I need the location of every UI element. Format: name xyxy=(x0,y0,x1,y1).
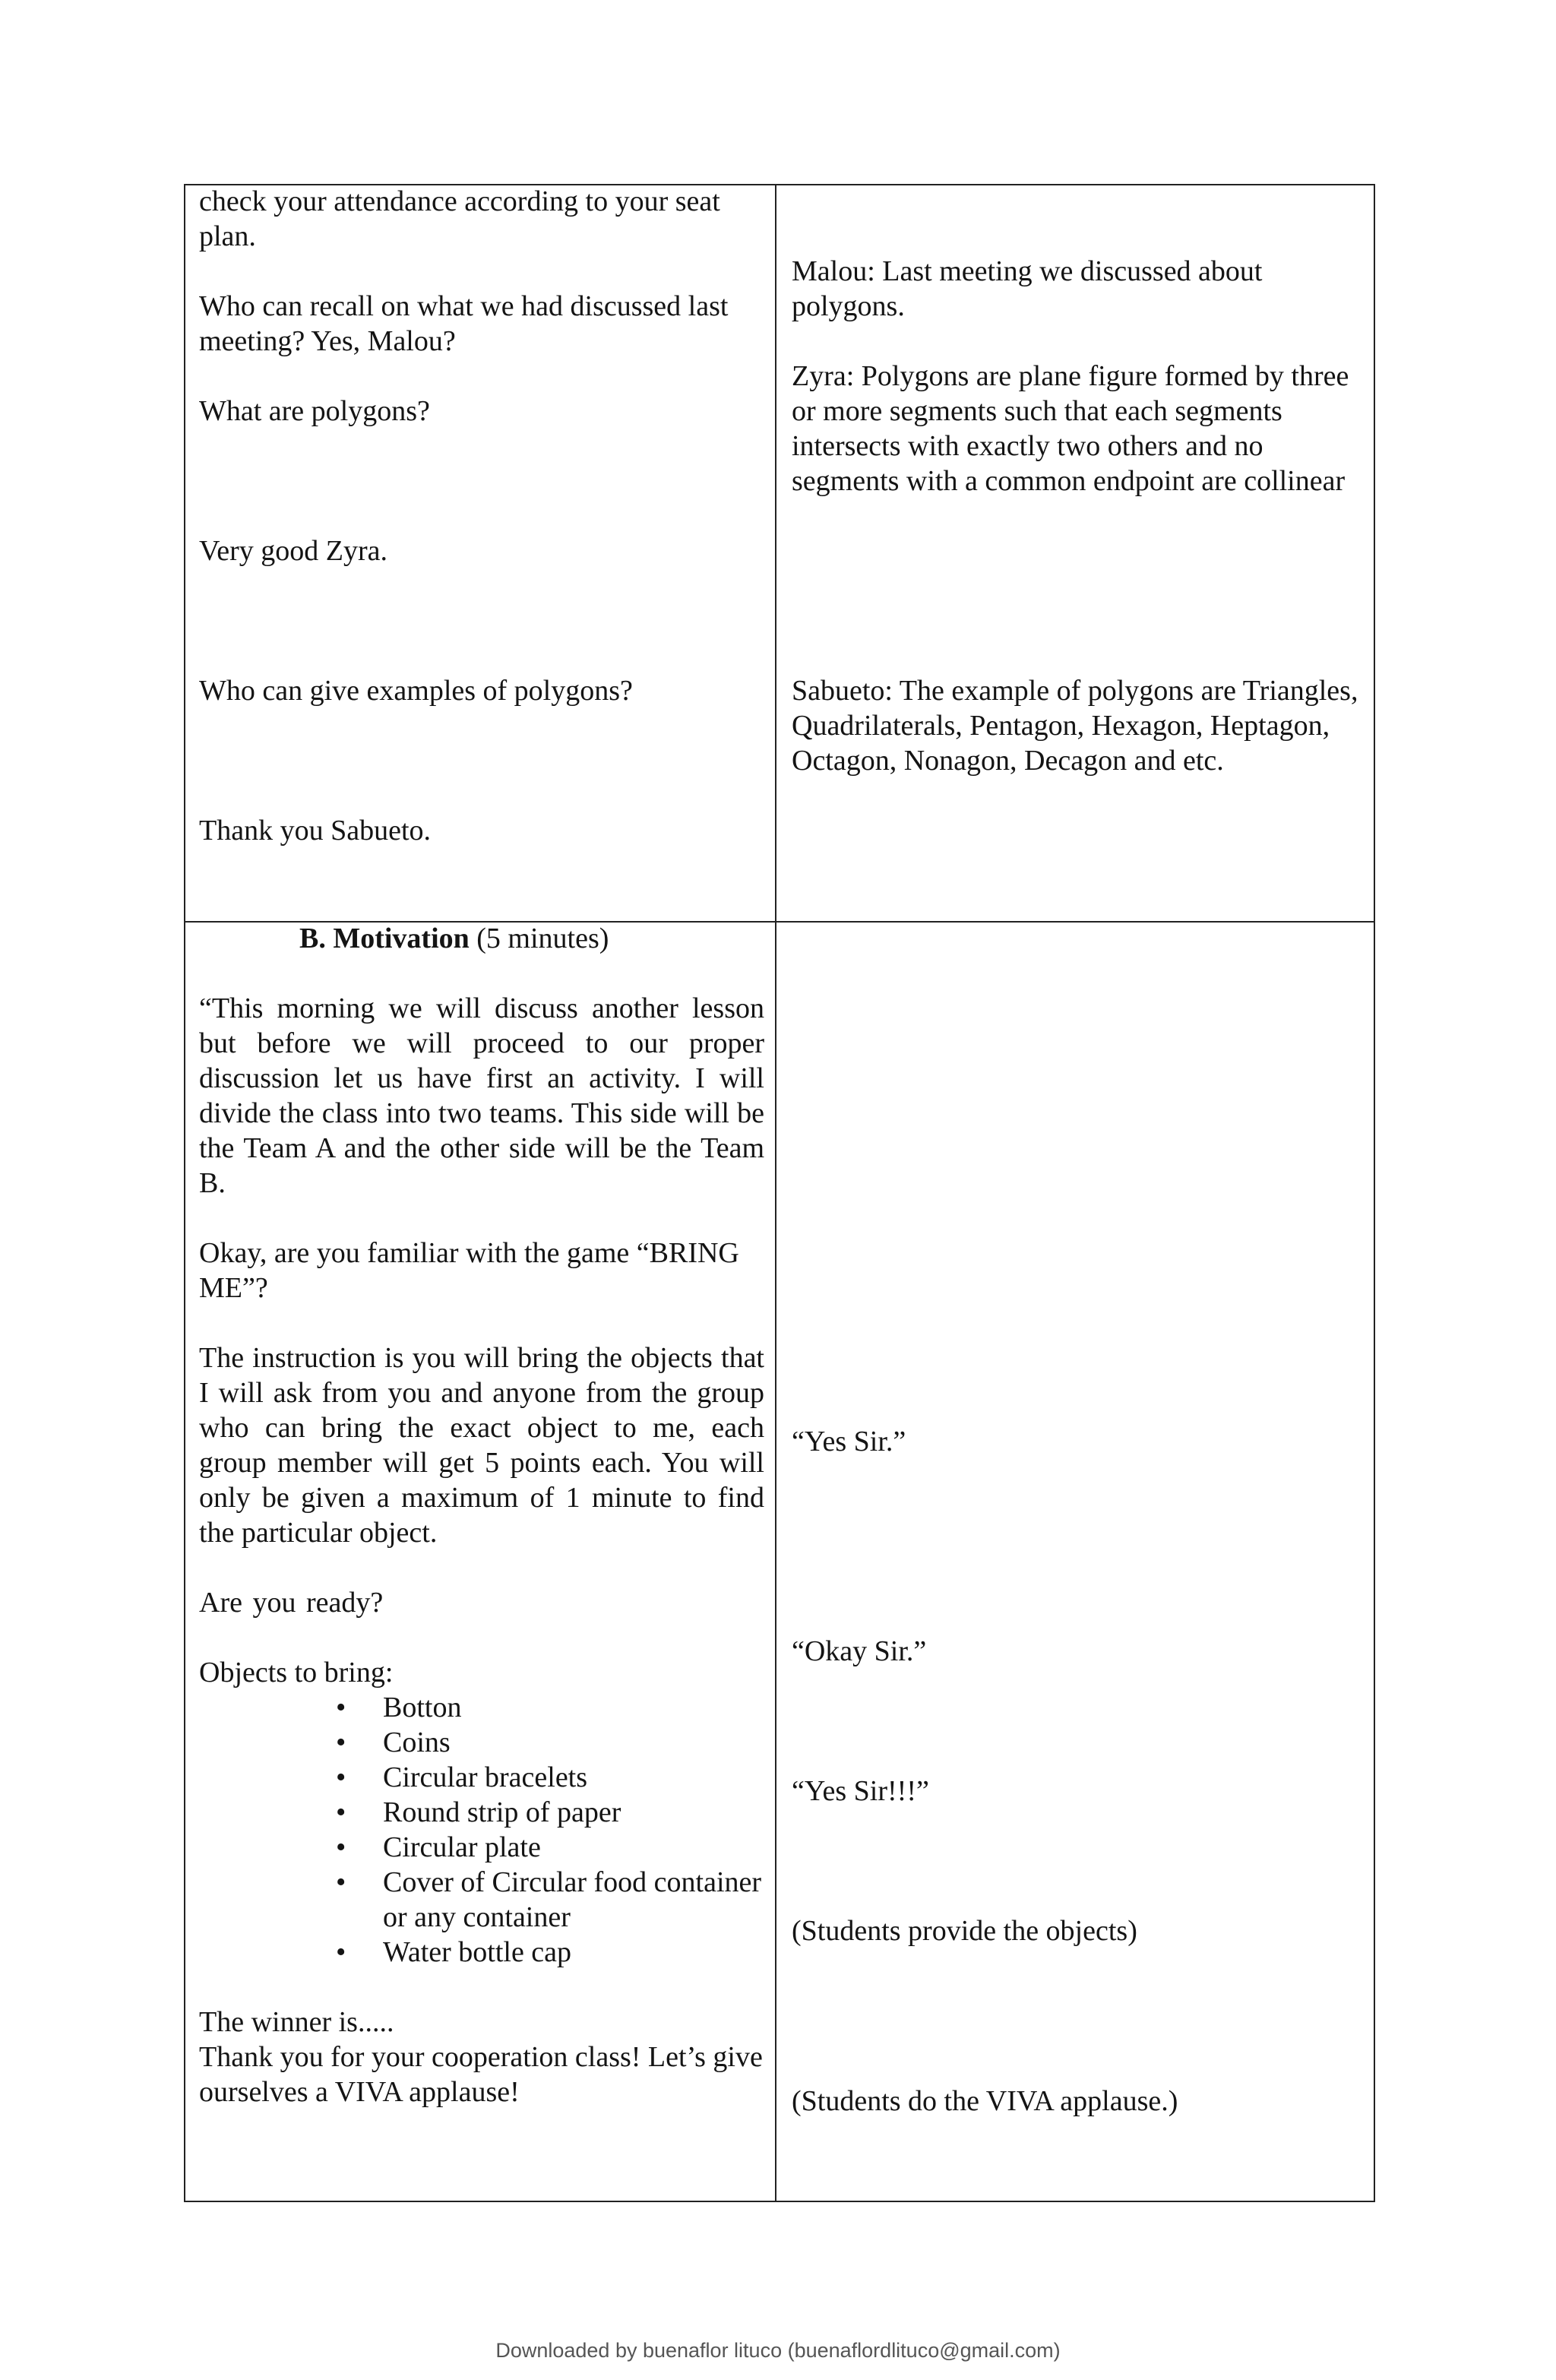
bullet-icon: • xyxy=(336,1726,346,1758)
table-border-right xyxy=(1374,184,1375,2202)
zyra-answer: Zyra: Polygons are plane figure formed by three or more segments such that each segments intersects with exactly two others and no segments with a common endpoint are collinear xyxy=(792,360,1349,497)
examples-question: Who can give examples of polygons? xyxy=(199,675,633,707)
sabueto-answer: Sabueto: The example of polygons are Triangles, Quadrilaterals, Pentagon, Hexagon, Heptagon, Octagon, Nonagon, Decagon and etc. xyxy=(792,675,1358,777)
list-item: • Botton xyxy=(336,1692,462,1723)
row1-students-examples xyxy=(792,673,1362,778)
game-instruction: The instruction is you will bring the objects that I will ask from you and anyone from the group who can bring the exact object to me, each group member will get 5 points each. You will only be given a maximum of 1 minute to find the particular object. xyxy=(199,1342,764,1549)
motivation-heading-bold: B. Motivation xyxy=(299,923,470,954)
row1-students-activity xyxy=(792,254,1362,498)
malou-answer: Malou: Last meeting we discussed about polygons. xyxy=(792,255,1263,322)
bullet-icon: • xyxy=(336,1761,346,1793)
bullet-icon: • xyxy=(336,1831,346,1863)
bullet-icon: • xyxy=(336,1936,346,1968)
bullet-icon: • xyxy=(336,1692,346,1723)
row1-teacher-activity xyxy=(199,184,764,848)
list-item: • Circular plate xyxy=(336,1831,541,1863)
student-response-viva: (Students do the VIVA applause.) xyxy=(792,2085,1178,2117)
motivation-heading-duration: (5 minutes) xyxy=(469,923,609,954)
list-item: • Coins xyxy=(336,1726,451,1758)
ready-question: Are you ready? xyxy=(199,1587,384,1619)
bullet-icon: • xyxy=(336,1866,346,1898)
objects-list xyxy=(199,1690,764,1970)
polygons-question: What are polygons? xyxy=(199,395,430,427)
praise-text: Very good Zyra. xyxy=(199,535,387,567)
lesson-plan-table xyxy=(184,184,1375,2202)
row2-teacher-activity xyxy=(199,921,764,2109)
list-item: • Water bottle cap xyxy=(336,1936,572,1968)
table-border-bottom xyxy=(184,2201,1375,2202)
student-response-okay: “Okay Sir.” xyxy=(792,1635,927,1667)
thanks-text: Thank you Sabueto. xyxy=(199,815,432,847)
familiar-question: Okay, are you familiar with the game “BRING ME”? xyxy=(199,1237,739,1304)
attendance-text: check your attendance according to your seat plan. xyxy=(199,185,720,252)
student-response-yes: “Yes Sir.” xyxy=(792,1426,906,1457)
list-item: • Cover of Circular food container or any container xyxy=(336,1866,762,1933)
bullet-icon: • xyxy=(336,1796,346,1828)
table-column-divider xyxy=(775,184,776,2202)
student-response-ready: “Yes Sir!!!” xyxy=(792,1775,929,1807)
recall-question: Who can recall on what we had discussed last meeting? Yes, Malou? xyxy=(199,290,729,357)
objects-label: Objects to bring: xyxy=(199,1657,394,1688)
student-response-objects: (Students provide the objects) xyxy=(792,1915,1137,1947)
list-item: • Circular bracelets xyxy=(336,1761,588,1793)
download-footer: Downloaded by buenaflor lituco (buenaflordlituco@gmail.com) xyxy=(495,2339,1061,2362)
list-item: • Round strip of paper xyxy=(336,1796,621,1828)
motivation-heading xyxy=(199,921,764,956)
table-border-left xyxy=(184,184,185,2202)
applause-text: Thank you for your cooperation class! Let’s give ourselves a VIVA applause! xyxy=(199,2041,763,2108)
motivation-intro: “This morning we will discuss another lesson but before we will proceed to our proper discussion let us have first an activity. I will divide the class into two teams. This side will be the Team A and the other side will be the Team B. xyxy=(199,992,764,1199)
winner-text: The winner is..... xyxy=(199,2006,394,2038)
